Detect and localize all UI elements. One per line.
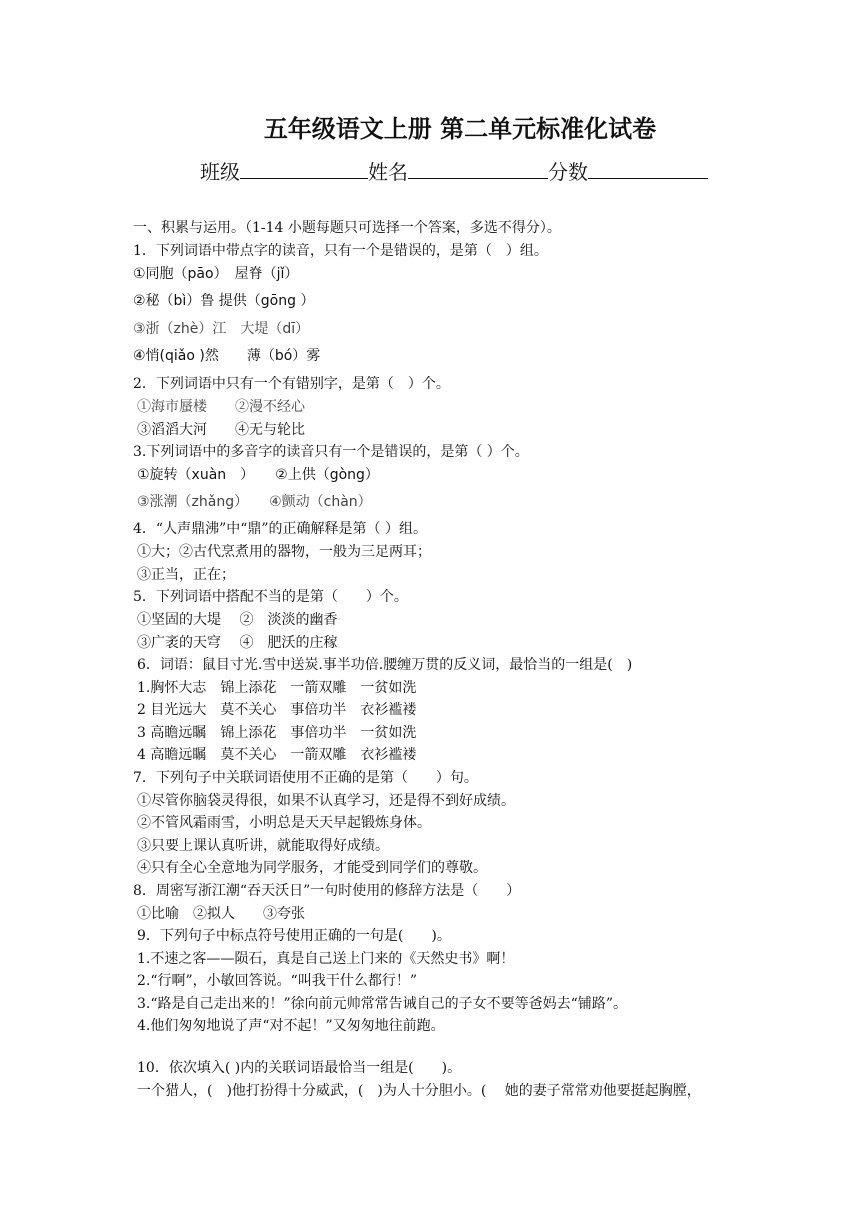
score-blank — [588, 158, 708, 179]
score-label: 分数 — [548, 160, 588, 184]
q1-option-4: ④悄(qiǎo )然 薄（bó）雾 — [133, 348, 321, 364]
page-title: 五年级语文上册 第二单元标准化试卷 — [263, 115, 657, 143]
question-4: 4．“人声鼎沸”中“鼎”的正确解释是第（ ）组。 — [133, 521, 427, 537]
name-label: 姓名 — [368, 160, 408, 184]
question-9: 9．下列句子中标点符号使用正确的一句是( )。 — [137, 928, 451, 944]
question-10: 10．依次填入( )内的关联词语最恰当一组是( )。 — [137, 1060, 462, 1076]
q9-option-2: 2.“行啊”，小敏回答说。“叫我干什么都行！” — [137, 973, 417, 989]
question-6: 6．词语：鼠目寸光.雪中送炭.事半功倍.腰缠万贯的反义词，最恰当的一组是( ) — [137, 657, 633, 673]
question-7: 7．下列句子中关联词语使用不正确的是第（ ）句。 — [133, 770, 478, 786]
q5-options-b: ③广袤的天穹 ④ 肥沃的庄稼 — [137, 635, 338, 651]
q6-option-2: 2 目光远大 莫不关心 事倍功半 衣衫褴褛 — [137, 702, 417, 718]
q6-option-4: 4 高瞻远瞩 莫不关心 一箭双雕 衣衫褴褛 — [137, 747, 417, 763]
q9-option-4: 4.他们匆匆地说了声“对不起！”又匆匆地往前跑。 — [137, 1018, 445, 1034]
q7-sentence-3: ③只要上课认真听讲，就能取得好成绩。 — [137, 838, 389, 854]
class-blank — [240, 158, 368, 179]
question-8: 8．周密写浙江潮“吞天沃日”一句时使用的修辞方法是（ ） — [133, 883, 521, 899]
student-info-line — [200, 158, 708, 186]
q3-options-a: ①旋转（xuàn ） ②上供（gòng） — [137, 467, 379, 483]
q8-options: ①比喻 ②拟人 ③夸张 — [137, 906, 305, 922]
q1-option-1: ①同胞（pāo） 屋脊（jǐ） — [133, 266, 299, 282]
q2-options-b: ③滔滔大河 ④无与轮比 — [137, 422, 305, 438]
q4-explanation-a: ①大；②古代烹煮用的器物，一般为三足两耳； — [137, 544, 431, 560]
name-blank — [408, 158, 548, 179]
q2-options-a: ①海市蜃楼 ②漫不经心 — [137, 399, 305, 415]
q9-option-3: 3.“路是自己走出来的！”徐向前元帅常常告诫自己的子女不要等爸妈去“铺路”。 — [137, 996, 627, 1012]
section-heading: 一、积累与运用。（1-14 小题每题只可选择一个答案，多选不得分）。 — [133, 220, 561, 236]
question-1: 1．下列词语中带点字的读音，只有一个是错误的，是第（ ）组。 — [133, 243, 548, 259]
question-2: 2．下列词语中只有一个有错别字，是第（ ）个。 — [133, 376, 450, 392]
q7-sentence-4: ④只有全心全意地为同学服务，才能受到同学们的尊敬。 — [137, 860, 487, 876]
q1-option-2: ②秘（bì）鲁 提供（gōng ） — [133, 293, 315, 309]
q10-passage: 一个猎人，( )他打扮得十分威武，( )为人十分胆小。( 她的妻子常常劝他要挺起胸膛， — [137, 1083, 701, 1099]
q7-sentence-1: ①尽管你脑袋灵得很，如果不认真学习，还是得不到好成绩。 — [137, 793, 515, 809]
q6-option-1: 1.胸怀大志 锦上添花 一箭双雕 一贫如洗 — [137, 680, 417, 696]
q1-option-3: ③浙（zhè）江 大堤（dī） — [133, 321, 310, 337]
question-3: 3.下列词语中的多音字的读音只有一个是错误的，是第（ ）个。 — [133, 444, 529, 460]
q6-option-3: 3 高瞻远瞩 锦上添花 事倍功半 一贫如洗 — [137, 725, 417, 741]
q9-option-1: 1.不速之客——陨石，真是自己送上门来的《天然史书》啊！ — [137, 951, 515, 967]
question-5: 5．下列词语中搭配不当的是第（ ）个。 — [133, 589, 408, 605]
q5-options-a: ①坚固的大堤 ② 淡淡的幽香 — [137, 612, 338, 628]
q7-sentence-2: ②不管风霜雨雪，小明总是天天早起锻炼身体。 — [137, 815, 431, 831]
q4-explanation-b: ③正当，正在； — [137, 567, 235, 583]
class-label: 班级 — [200, 160, 240, 184]
q3-options-b: ③涨潮（zhǎng） ④颤动（chàn） — [137, 494, 372, 510]
